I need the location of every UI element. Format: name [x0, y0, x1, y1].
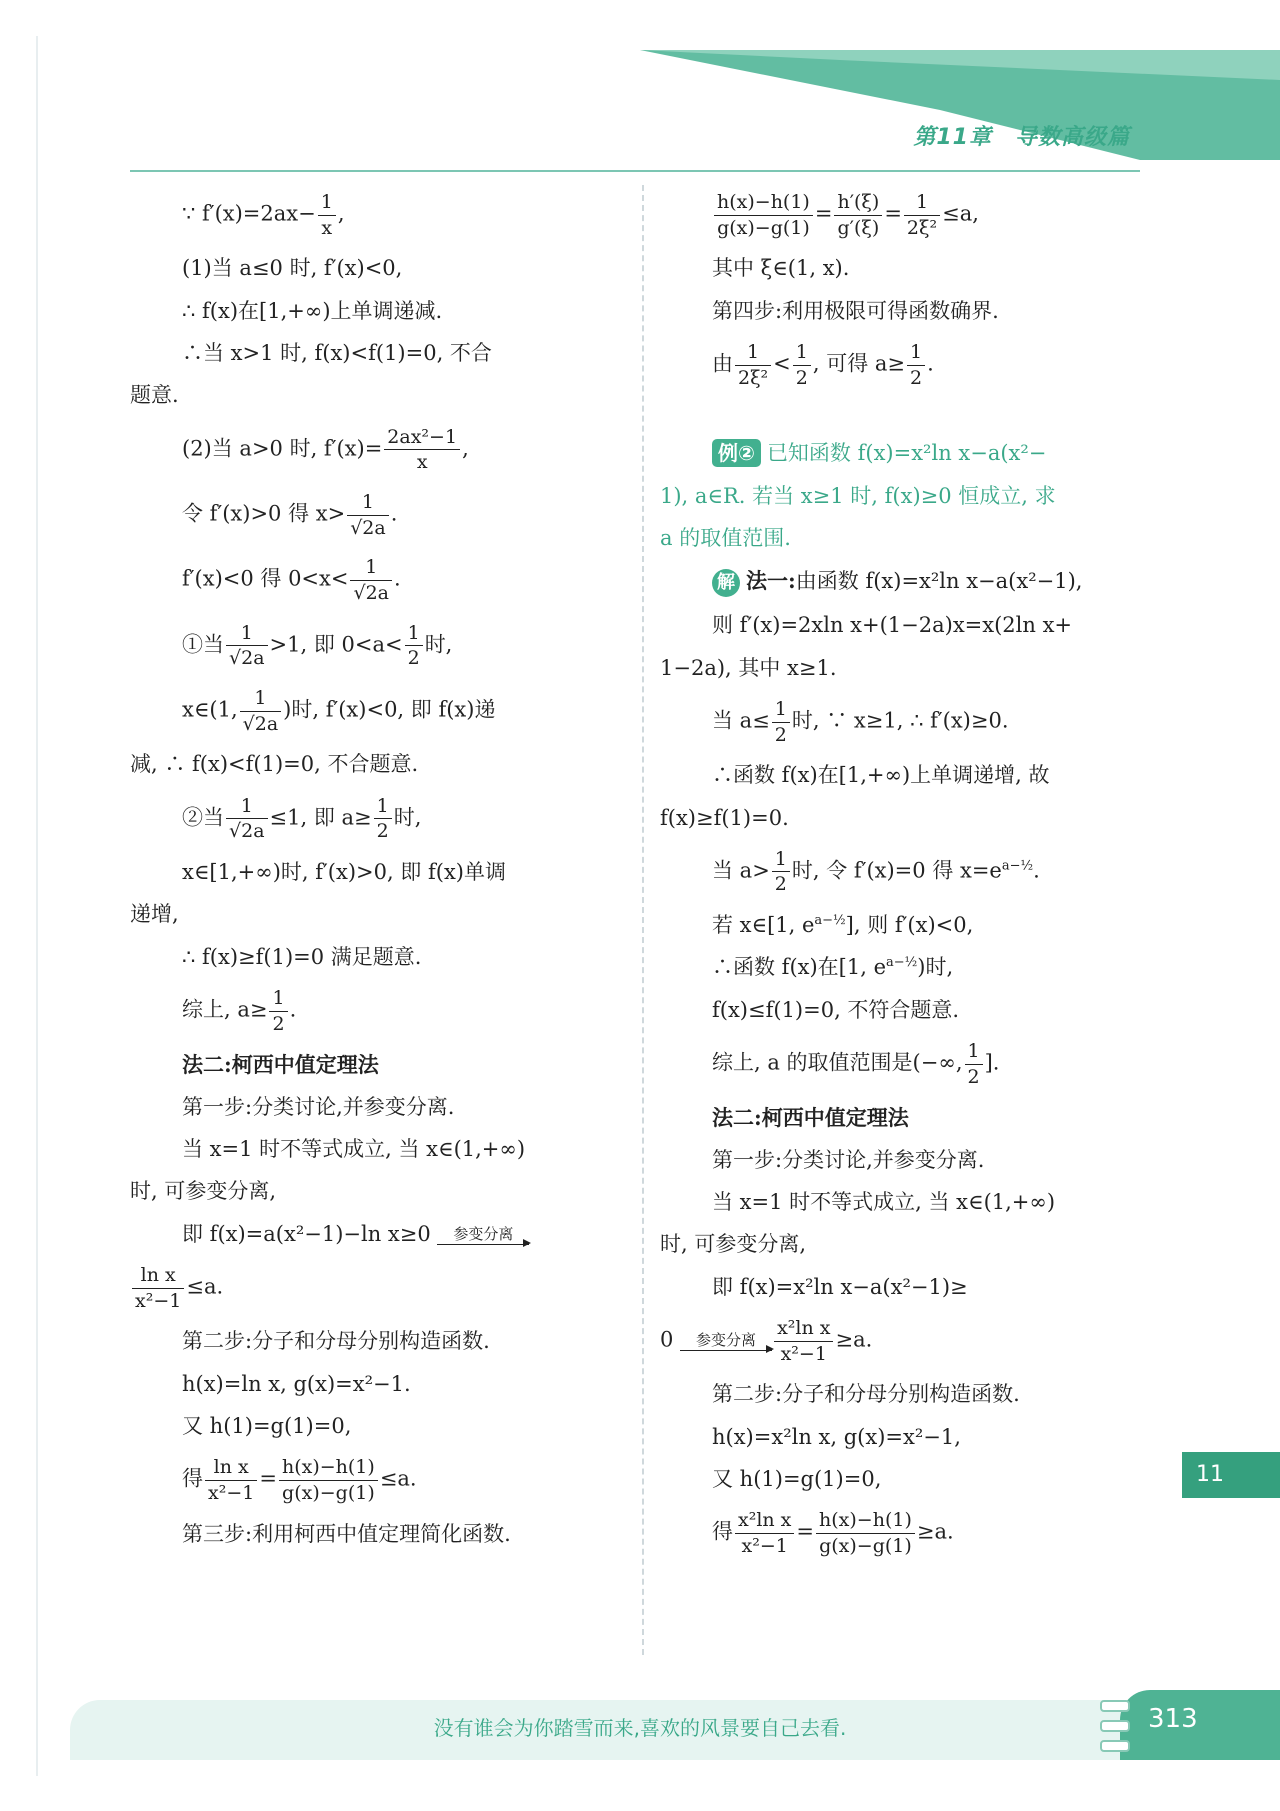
text-line: 令 f′(x)>0 得 x> $\frac{1}{√2a}$ .: [182, 490, 398, 539]
text-line: 第三步:利用柯西中值定理简化函数.: [182, 1521, 511, 1546]
example-badge: 例②: [712, 439, 761, 467]
text-line: ∴ f(x)在[1,+∞)上单调递减.: [182, 298, 443, 323]
binder-ring-icon: [1100, 1700, 1130, 1712]
text-line: h(x)=ln x, g(x)=x²−1.: [182, 1371, 411, 1396]
chapter-title: 第11章 导数高级篇: [913, 125, 1130, 150]
text-line: ②当 $\frac{1}{√2a}$ ≤1, 即 a≥ $\frac{1}{2}$ 时,: [182, 794, 422, 843]
text-line: 第一步:分类讨论,并参变分离.: [182, 1094, 455, 1119]
right-column: [660, 190, 1160, 1574]
text-line: 由 $\frac{1}{\text{2ξ²}}$ < $\frac{1}{2}$ , 可得 a≥ $\frac{1}{2}$ .: [712, 340, 934, 389]
text-line: ∴当 x>1 时, f(x)<f(1)=0, 不合: [182, 340, 492, 365]
text-line: f(x)≥f(1)=0.: [660, 805, 789, 830]
text-line: (2)当 a>0 时, f′(x)= $\frac{\text{2ax²−1}}{x}$ ,: [182, 425, 469, 474]
left-column: [130, 190, 630, 1563]
text-line: 第二步:分子和分母分别构造函数.: [182, 1329, 490, 1354]
text-line: ∵ f′(x)=2ax− $\frac{1}{x}$ ,: [182, 191, 345, 239]
text-line: 则 f′(x)=2xln x+(1−2a)x=x(2ln x+: [712, 613, 1073, 638]
text-line: 若 x∈[1, $e^{a-\frac{1}{2}}$], 则 f′(x)<0,: [712, 913, 974, 938]
text-line: 又 h(1)=g(1)=0,: [712, 1466, 882, 1491]
text-line: 即 f(x)=a(x²−1)−ln x≥0 参变分离: [130, 1221, 630, 1248]
text-line: 当 x=1 时不等式成立, 当 x∈(1,+∞): [712, 1190, 1056, 1215]
text-line: ∴函数 f(x)在[1,+∞)上单调递增, 故: [712, 763, 1050, 788]
page-number-box: [1120, 1690, 1280, 1760]
text-line: (1)当 a≤0 时, f′(x)<0,: [182, 256, 403, 281]
text-line: ①当 $\frac{1}{√2a}$ >1, 即 0<a< $\frac{1}{2}$ 时,: [182, 621, 453, 670]
footer-motto: 没有谁会为你踏雪而来,喜欢的风景要自己去看.: [433, 1716, 847, 1740]
text-line: f(x)≤f(1)=0, 不符合题意.: [712, 997, 960, 1022]
text-line: $\frac{\text{ln x}}{\text{x²−1}}$ ≤a.: [130, 1263, 630, 1313]
solve-badge: 解: [712, 569, 740, 597]
text-line: 题意.: [130, 383, 179, 408]
text-line: 得 $\frac{\text{ln x}}{\text{x²−1}}$ = $\frac{h(x)-h(1)}{g(x)-g(1)}$ ≤a.: [182, 1456, 417, 1504]
text-line: 时, 可参变分离,: [130, 1179, 277, 1204]
text-line: 解 法一:由函数 f(x)=x²ln x−a(x²−1),: [660, 567, 1160, 597]
example-line: 1), a∈R. 若当 x≥1 时, f(x)≥0 恒成立, 求: [660, 483, 1056, 508]
arrow-icon: 参变分离: [437, 1225, 529, 1246]
text-line: ∴ f(x)≥f(1)=0 满足题意.: [182, 944, 422, 969]
method-heading: 法二:柯西中值定理法: [712, 1105, 909, 1131]
page-number: 313: [1148, 1704, 1198, 1734]
text-line: 得 $\frac{\text{x²ln x}}{\text{x²−1}}$ = $\frac{h(x)-h(1)}{g(x)-g(1)}$ ≥a.: [712, 1509, 954, 1557]
text-line: 第一步:分类讨论,并参变分离.: [712, 1147, 985, 1172]
method-heading: 法二:柯西中值定理法: [182, 1052, 379, 1078]
binder-ring-icon: [1100, 1720, 1130, 1732]
text-line: h(x)=x²ln x, g(x)=x²−1,: [712, 1424, 961, 1449]
text-line: 第二步:分子和分母分别构造函数.: [712, 1382, 1020, 1407]
text-line: 综上, a 的取值范围是(−∞, $\frac{1}{2}$ ].: [712, 1040, 1000, 1088]
chapter-tab: 11: [1182, 1452, 1280, 1498]
header-rule: [130, 170, 1140, 172]
text-line: 综上, a≥ $\frac{1}{2}$ .: [182, 987, 297, 1035]
text-line: 当 a≤ $\frac{1}{2}$ 时, ∵ x≥1, ∴ f′(x)≥0.: [712, 697, 1009, 746]
binder-ring-icon: [1100, 1740, 1130, 1752]
text-line: x∈(1, $\frac{1}{√2a}$ )时, f′(x)<0, 即 f(x)递: [182, 687, 496, 735]
text-line: 又 h(1)=g(1)=0,: [182, 1413, 352, 1438]
text-line: 时, 可参变分离,: [660, 1232, 807, 1257]
text-line: 0 参变分离 $\frac{\text{x²ln x}}{\text{x²−1}}$ ≥a.: [660, 1316, 873, 1365]
text-line: 减, ∴ f(x)<f(1)=0, 不合题意.: [130, 752, 419, 777]
text-line: ∴函数 f(x)在[1, $e^{a-\frac{1}{2}}$)时,: [712, 955, 954, 980]
text-line: 其中 ξ∈(1, x).: [712, 256, 850, 281]
text-line: f′(x)<0 得 0<x< $\frac{1}{√2a}$ .: [182, 556, 401, 604]
text-line: x∈[1,+∞)时, f′(x)>0, 即 f(x)单调: [182, 860, 507, 885]
arrow-icon: 参变分离: [680, 1331, 772, 1352]
column-divider: [642, 185, 644, 1655]
text-line: 1−2a), 其中 x≥1.: [660, 655, 837, 680]
example-line: a 的取值范围.: [660, 525, 791, 550]
text-line: 即 f(x)=x²ln x−a(x²−1)≥: [712, 1274, 968, 1299]
spacer: [660, 405, 1160, 439]
text-line: 当 a> $\frac{1}{2}$ 时, 令 f′(x)=0 得 $x=e^{a-\frac{1}{2}}$.: [712, 847, 1040, 896]
text-line: 当 x=1 时不等式成立, 当 x∈(1,+∞): [182, 1136, 526, 1161]
text-line: $\frac{h(x)-h(1)}{g(x)-g(1)}$ = $\frac{h'(\xi)}{g'(\xi)}$ = $\frac{1}{\text{2ξ²}}$ ≤a,: [660, 190, 1160, 240]
example-line: 例② 已知函数 f(x)=x²ln x−a(x²−: [660, 439, 1160, 467]
text-line: 递增,: [130, 902, 179, 927]
text-line: 第四步:利用极限可得函数确界.: [712, 298, 999, 323]
